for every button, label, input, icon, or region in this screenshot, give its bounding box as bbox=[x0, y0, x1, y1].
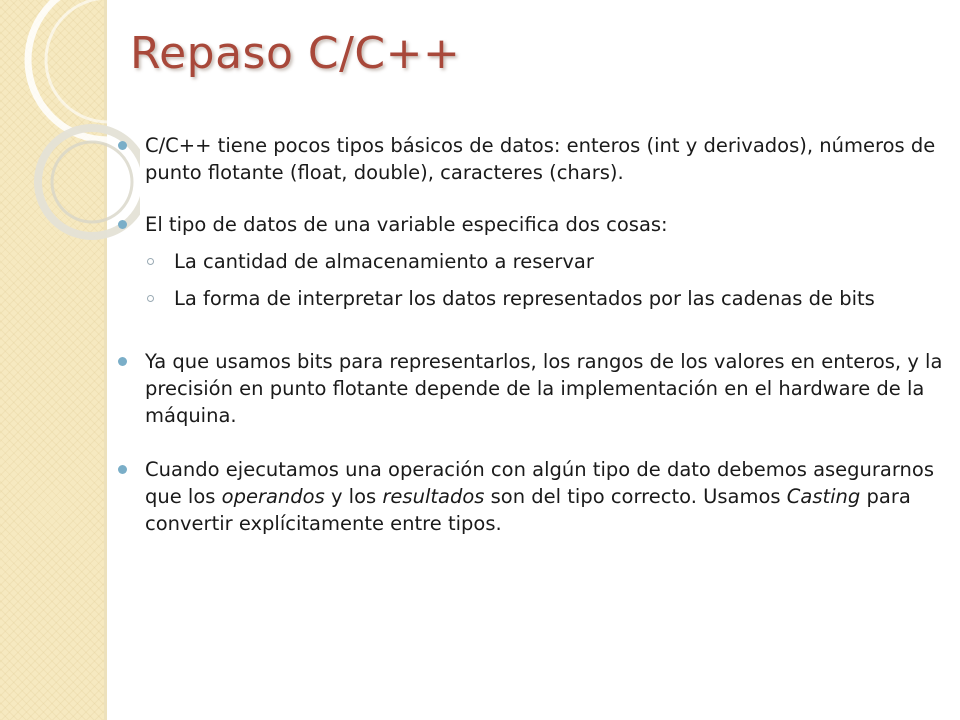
slide-title: Repaso C/C++ bbox=[130, 28, 461, 79]
bullet-text-part: para convertir explícitamente entre tipos. bbox=[145, 485, 911, 535]
sub-bullet-ring-icon bbox=[147, 258, 154, 265]
bullet-bits-ranges bbox=[116, 348, 952, 429]
bullet-text: C/C++ tiene pocos tipos básicos de datos: enteros (int y derivados), números de punto flotante (float, double), caracteres (chars). bbox=[145, 134, 936, 184]
bullet-emphasis-operandos: operandos bbox=[221, 485, 325, 508]
bullet-dot-icon bbox=[118, 465, 127, 474]
bullet-dot-icon bbox=[118, 220, 127, 229]
slide-content bbox=[116, 132, 952, 537]
bullet-text: El tipo de datos de una variable especifica dos cosas: bbox=[145, 213, 668, 236]
bullet-text-part: Cuando ejecutamos una operación con algún tipo de dato debemos asegurarnos que los bbox=[145, 458, 935, 508]
bullet-text: Ya que usamos bits para representarlos, los rangos de los valores en enteros, y la precisión en punto flotante depende de la implementación en el hardware de la máquina. bbox=[145, 350, 943, 427]
bullet-casting bbox=[116, 456, 952, 537]
bullet-text-part: y los bbox=[324, 485, 383, 508]
bullet-emphasis-casting: Casting bbox=[786, 485, 861, 508]
bullet-text-part: son del tipo correcto. Usamos bbox=[484, 485, 787, 508]
sub-bullet-text: La forma de interpretar los datos representados por las cadenas de bits bbox=[174, 287, 875, 310]
bullet-dot-icon bbox=[118, 141, 127, 150]
sub-bullet-text: La cantidad de almacenamiento a reservar bbox=[174, 250, 594, 273]
sub-bullet-ring-icon bbox=[147, 295, 154, 302]
bullet-basic-types bbox=[116, 132, 952, 186]
sub-bullet-storage bbox=[116, 248, 952, 275]
decorative-ring-inner bbox=[46, 0, 140, 122]
sub-bullet-interpretation bbox=[116, 285, 952, 312]
bullet-emphasis-resultados: resultados bbox=[382, 485, 485, 508]
bullet-dot-icon bbox=[118, 357, 127, 366]
bullet-data-type bbox=[116, 211, 952, 238]
